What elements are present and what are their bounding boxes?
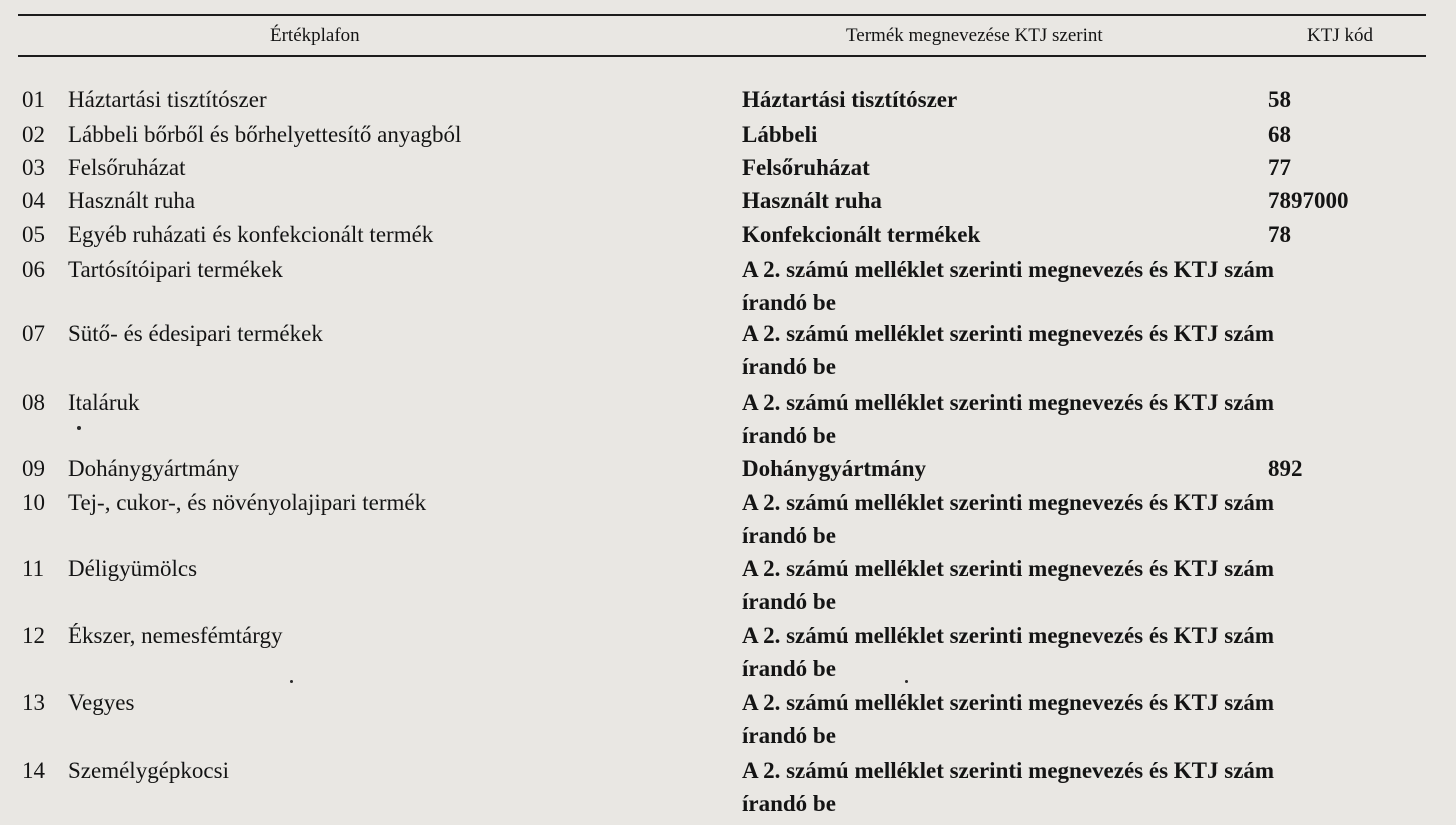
row-product-name: Háztartási tisztítószer: [742, 87, 958, 112]
row-code: 09: [22, 456, 45, 481]
row-code: 14: [22, 758, 45, 783]
row-code: 12: [22, 623, 45, 648]
row-label: Egyéb ruházati és konfekcionált termék: [68, 222, 434, 247]
row-product-name: Lábbeli: [742, 122, 818, 147]
row-product-name: A 2. számú melléklet szerinti megnevezés és KTJ szám: [742, 690, 1275, 715]
row-product-name: Dohánygyártmány: [742, 456, 927, 481]
row-product-name: Használt ruha: [742, 188, 882, 213]
row-product-name: Felsőruházat: [742, 155, 870, 180]
row-ktj-code: 77: [1268, 155, 1291, 180]
row-product-name-cont: írandó be: [742, 656, 836, 681]
row-product-name: A 2. számú melléklet szerinti megnevezés és KTJ szám: [742, 390, 1275, 415]
row-product-name: A 2. számú melléklet szerinti megnevezés és KTJ szám: [742, 257, 1275, 282]
row-code: 07: [22, 321, 45, 346]
row-label: Személygépkocsi: [68, 758, 229, 783]
row-product-name: A 2. számú melléklet szerinti megnevezés és KTJ szám: [742, 321, 1275, 346]
row-product-name: Konfekcionált termékek: [742, 222, 981, 247]
row-product-name: A 2. számú melléklet szerinti megnevezés és KTJ szám: [742, 490, 1275, 515]
row-code: 05: [22, 222, 45, 247]
row-product-name: A 2. számú melléklet szerinti megnevezés és KTJ szám: [742, 623, 1275, 648]
row-product-name-cont: írandó be: [742, 791, 836, 816]
row-code: 11: [22, 556, 45, 581]
row-ktj-code: 78: [1268, 222, 1291, 247]
top-rule: [18, 14, 1426, 16]
row-code: 01: [22, 87, 45, 112]
row-label: Háztartási tisztítószer: [68, 87, 267, 112]
print-speck: [290, 680, 293, 683]
row-label: Vegyes: [68, 690, 135, 715]
row-code: 13: [22, 690, 45, 715]
row-ktj-code: 7897000: [1268, 188, 1349, 213]
row-label: Tej-, cukor-, és növényolajipari termék: [68, 490, 427, 515]
row-label: Ékszer, nemesfémtárgy: [68, 623, 283, 648]
row-product-name-cont: írandó be: [742, 423, 836, 448]
row-code: 10: [22, 490, 45, 515]
row-product-name-cont: írandó be: [742, 290, 836, 315]
header-value-cap: Értékplafon: [270, 25, 360, 46]
header-ktj-code: KTJ kód: [1307, 25, 1373, 46]
row-code: 03: [22, 155, 45, 180]
row-ktj-code: 892: [1268, 456, 1303, 481]
row-code: 08: [22, 390, 45, 415]
row-label: Italáruk: [68, 390, 140, 415]
row-product-name-cont: írandó be: [742, 354, 836, 379]
row-label: Déligyümölcs: [68, 556, 198, 581]
print-speck: [77, 426, 81, 430]
row-product-name-cont: írandó be: [742, 523, 836, 548]
row-label: Használt ruha: [68, 188, 196, 213]
row-label: Felsőruházat: [68, 155, 186, 180]
row-label: Sütő- és édesipari termékek: [68, 321, 323, 346]
row-product-name-cont: írandó be: [742, 723, 836, 748]
print-speck: [905, 680, 908, 683]
row-label: Tartósítóipari termékek: [68, 257, 283, 282]
row-code: 06: [22, 257, 45, 282]
row-label: Dohánygyártmány: [68, 456, 240, 481]
row-product-name-cont: írandó be: [742, 589, 836, 614]
row-label: Lábbeli bőrből és bőrhelyettesítő anyagból: [68, 122, 462, 147]
header-rule: [18, 55, 1426, 57]
row-product-name: A 2. számú melléklet szerinti megnevezés és KTJ szám: [742, 556, 1275, 581]
row-ktj-code: 68: [1268, 122, 1291, 147]
row-ktj-code: 58: [1268, 87, 1291, 112]
header-product-name: Termék megnevezése KTJ szerint: [846, 25, 1103, 46]
row-product-name: A 2. számú melléklet szerinti megnevezés és KTJ szám: [742, 758, 1275, 783]
row-code: 04: [22, 188, 45, 213]
row-code: 02: [22, 122, 45, 147]
